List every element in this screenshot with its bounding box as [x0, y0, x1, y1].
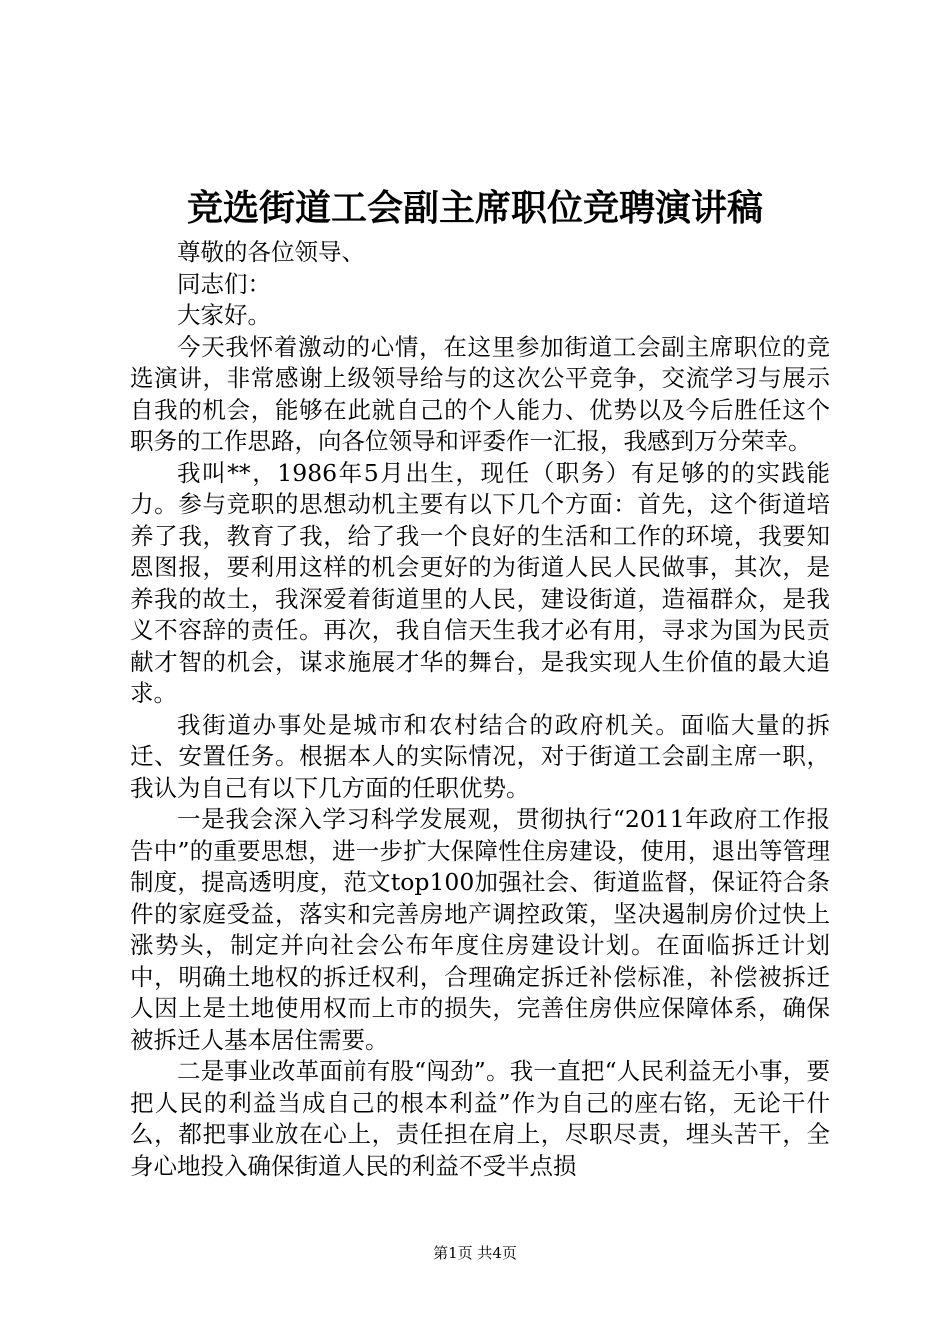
document-title: 竞选街道工会副主席职位竞聘演讲稿 — [186, 187, 763, 229]
paragraph-intro: 今天我怀着激动的心情，在这里参加街道工会副主席职位的竞选演讲，非常感谢上级领导给与的这次公平竞争，交流学习与展示自我的机会，能够在此就自己的个人能力、优势以及今后胜任这个职务的工作思路，向各位领导和评委作一汇报，我感到万分荣幸。 — [130, 332, 830, 455]
page-number-footer: 第1页 共4页 — [433, 1244, 517, 1262]
salutation-line-1: 尊敬的各位领导、 — [177, 238, 365, 266]
salutation-line-2: 同志们： — [177, 269, 271, 298]
document-body — [130, 237, 830, 1182]
paragraph-office-context: 我街道办事处是城市和农村结合的政府机关。面临大量的拆迁、安置任务。根据本人的实际情况，对于街道工会副主席一职，我认为自己有以下几方面的任职优势。 — [130, 710, 830, 802]
paragraph-advantage-two: 二是事业改革面前有股“闯劲”。我一直把“人民利益无小事，要把人民的利益当成自己的根本利益”作为自己的座右铭，无论干什么，都把事业放在心上，责任担在肩上，尽职尽责，埋头苦干，全身心地投入确保街道人民的利益不受半点损 — [130, 1057, 830, 1180]
greeting-line: 大家好。 — [177, 301, 271, 329]
paragraph-advantage-one: 一是我会深入学习科学发展观，贯彻执行“2011年政府工作报告中”的重要思想，进一步扩大保障性住房建设，使用，退出等管理制度，提高透明度，范文top100加强社会、街道监督，保证符合条件的家庭受益，落实和完善房地产调控政策，坚决遏制房价过快上涨势头，制定并向社会公布年度住房建设计划。在面临拆迁计划中，明确土地权的拆迁权利，合理确定拆迁补偿标准，补偿被拆迁人因上是土地使用权而上市的损失，完善住房供应保障体系，确保被拆迁人基本居住需要。 — [130, 805, 830, 1054]
paragraph-self-introduction: 我叫**，1986年5月出生，现任（职务）有足够的的实践能力。参与竞职的思想动机主要有以下几个方面：首先，这个街道培养了我，教育了我，给了我一个良好的生活和工作的环境，我要知恩图报，要利用这样的机会更好的为街道人民人民做事，其次，是养我的故土，我深爱着街道里的人民，建设街道，造福群众，是我义不容辞的责任。再次，我自信天生我才必有用，寻求为国为民贡献才智的机会，谋求施展才华的舞台，是我实现人生价值的最大追求。 — [130, 458, 830, 707]
